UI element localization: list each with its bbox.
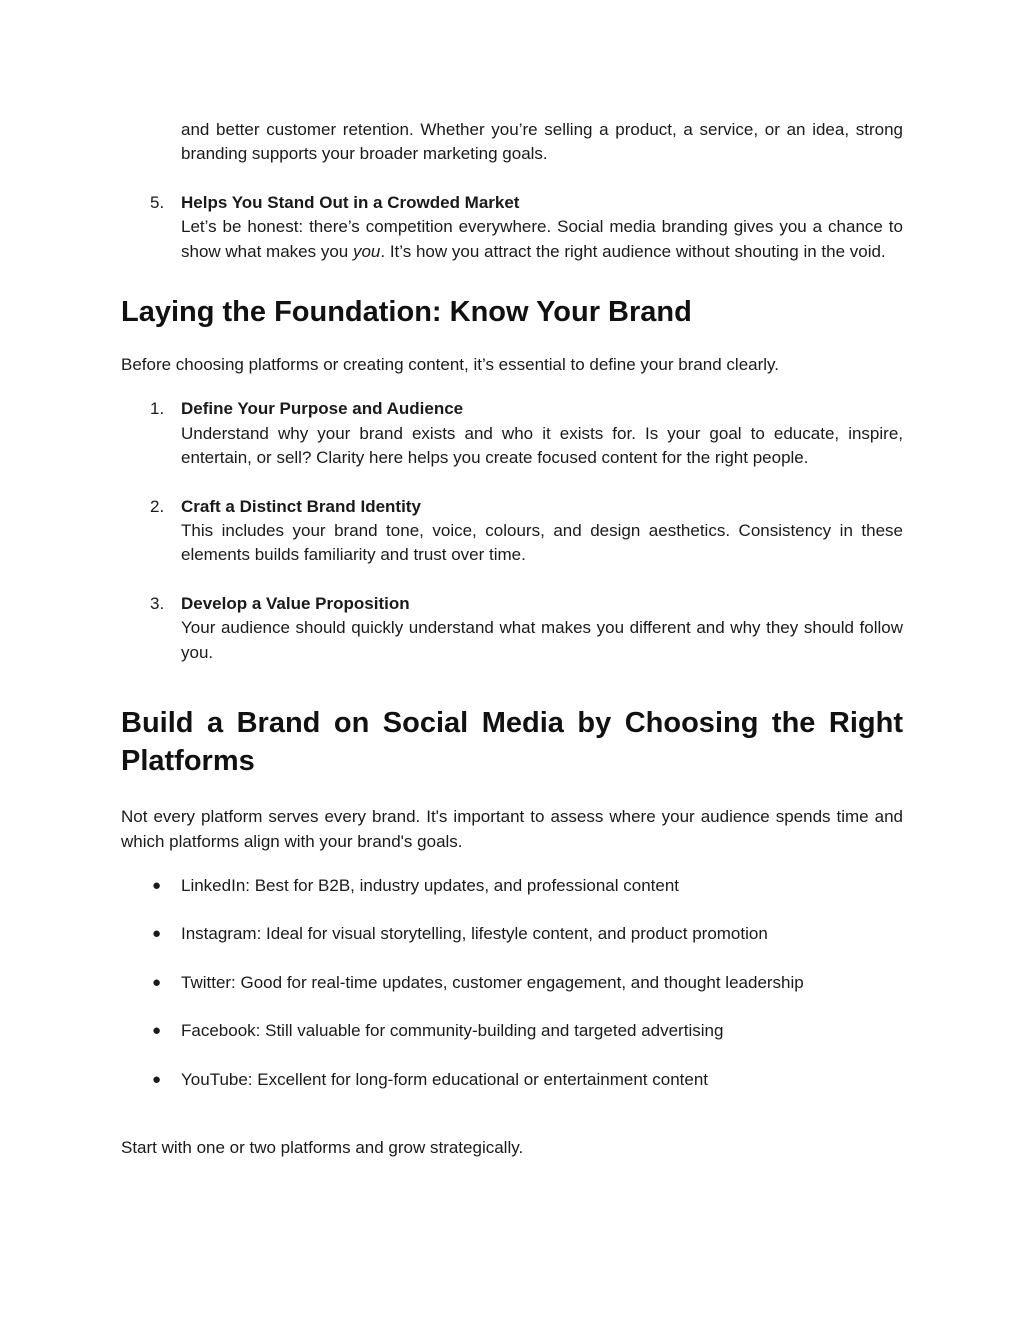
list-number: 1. — [150, 399, 165, 419]
bullet-text: YouTube: Excellent for long-form educational or entertainment content — [181, 1069, 708, 1089]
list-number: 5. — [150, 192, 165, 212]
paragraph-retention-continuation: and better customer retention. Whether you’re selling a product, a service, or an idea, strong branding supports your broader marketing goals. — [181, 120, 903, 164]
paragraph-closing: Start with one or two platforms and grow strategically. — [121, 1137, 524, 1157]
bullet-icon: ● — [152, 973, 162, 991]
bullet-text: LinkedIn: Best for B2B, industry updates, and professional content — [181, 875, 680, 895]
list-item-body: Understand why your brand exists and who it exists for. Is your goal to educate, inspire, entertain, or sell? Clarity here helps you create focused content for the right people. — [181, 423, 903, 468]
bullet-icon: ● — [152, 1070, 162, 1088]
bullet-item-facebook — [121, 1019, 903, 1043]
list-number: 3. — [150, 593, 165, 613]
list-item-title: Helps You Stand Out in a Crowded Market — [181, 192, 520, 212]
list-item-stand-out — [121, 191, 903, 264]
paragraph-foundation-intro: Before choosing platforms or creating content, it’s essential to define your brand clearly. — [121, 355, 780, 375]
bullet-icon: ● — [152, 876, 162, 894]
list-item-purpose-audience — [121, 397, 903, 470]
bullet-item-linkedin — [121, 874, 903, 898]
list-item-title: Define Your Purpose and Audience — [181, 399, 464, 419]
bullet-text: Instagram: Ideal for visual storytelling, lifestyle content, and product promotion — [181, 924, 768, 944]
bullet-item-instagram — [121, 922, 903, 946]
list-item-title: Craft a Distinct Brand Identity — [181, 496, 421, 516]
section-heading-platforms: Build a Brand on Social Media by Choosing the Right Platforms — [121, 707, 903, 778]
emphasis-you: you — [352, 241, 381, 261]
bullet-item-youtube — [121, 1068, 903, 1092]
list-item-body: Your audience should quickly understand what makes you different and why they should follow you. — [181, 618, 903, 662]
bullet-text: Facebook: Still valuable for community-building and targeted advertising — [181, 1021, 724, 1041]
list-item-body: Let’s be honest: there’s competition everywhere. Social media branding gives you a chance to show what makes you you. It’s how you attract the right audience without shouting in the void. — [181, 217, 903, 261]
list-item-body: This includes your brand tone, voice, colours, and design aesthetics. Consistency in these elements builds familiarity and trust over time. — [181, 521, 903, 565]
paragraph-platforms-intro: Not every platform serves every brand. It's important to assess where your audience spends time and which platforms align with your brand's goals. — [121, 807, 903, 851]
list-item-title: Develop a Value Proposition — [181, 593, 410, 613]
bullet-text: Twitter: Good for real-time updates, customer engagement, and thought leadership — [181, 972, 804, 992]
section-heading-foundation: Laying the Foundation: Know Your Brand — [121, 296, 692, 329]
document-page — [121, 118, 903, 1160]
bullet-item-twitter — [121, 971, 903, 995]
list-item-value-proposition — [121, 592, 903, 665]
bullet-icon: ● — [152, 925, 162, 943]
list-number: 2. — [150, 496, 165, 516]
list-item-brand-identity — [121, 495, 903, 568]
bullet-icon: ● — [152, 1022, 162, 1040]
